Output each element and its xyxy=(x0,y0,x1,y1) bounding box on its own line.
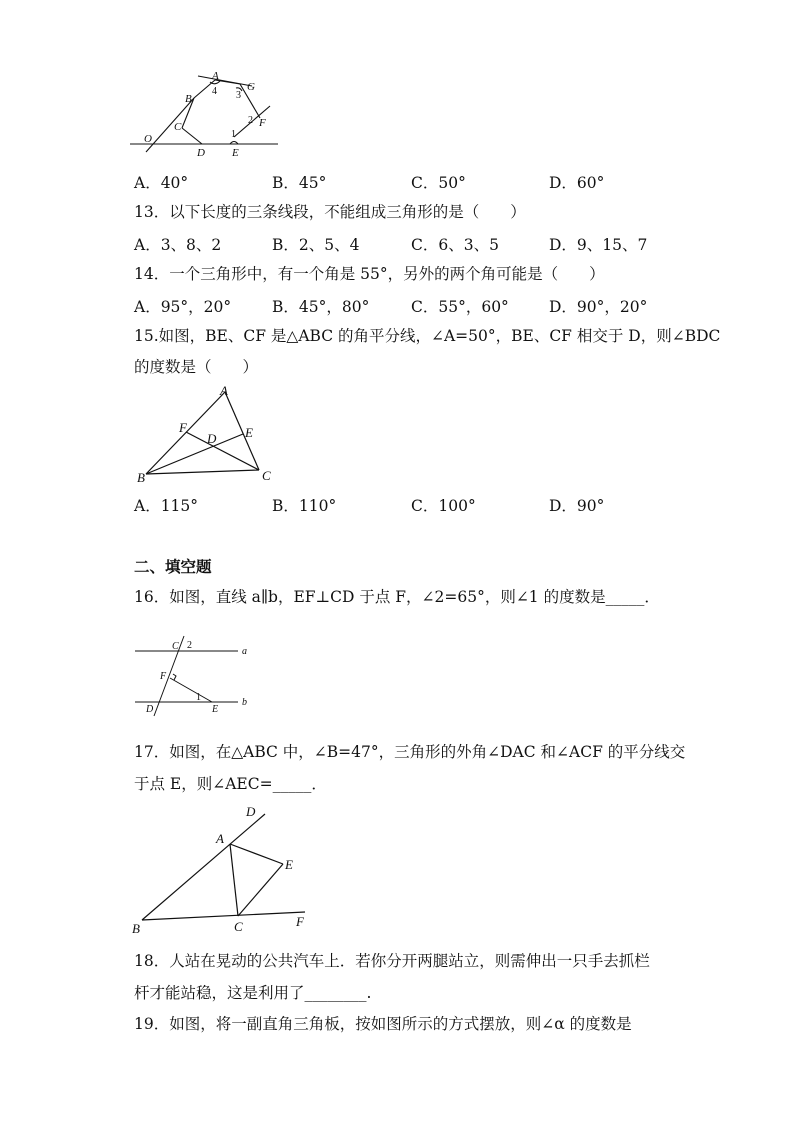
q12-option-b: B．45° xyxy=(272,174,327,192)
q12-label-C: C xyxy=(174,121,182,133)
q18-stem-line1: 18．人站在晃动的公共汽车上．若你分开两腿站立，则需伸出一只手去抓栏 xyxy=(134,952,650,970)
q15-stem-line2: 的度数是（ ） xyxy=(134,358,259,376)
q12-label-F: F xyxy=(259,117,266,129)
q13-option-a: A．3、8、2 xyxy=(134,236,222,254)
q15-option-d: D．90° xyxy=(549,497,605,515)
q15-label-C: C xyxy=(262,468,271,483)
q12-label-4: 4 xyxy=(212,86,217,97)
q15-label-E: E xyxy=(245,425,253,440)
q17-label-E: E xyxy=(285,857,293,872)
q12-option-c: C．50° xyxy=(411,174,466,192)
q13-option-b: B．2、5、4 xyxy=(272,236,360,254)
q17-stem-line1: 17．如图，在△ABC 中，∠B=47°，三角形的外角∠DAC 和∠ACF 的平分线交 xyxy=(134,743,686,761)
q16-stem: 16．如图，直线 a∥b，EF⊥CD 于点 F，∠2=65°，则∠1 的度数是_____． xyxy=(134,588,660,606)
q12-label-D: D xyxy=(197,147,205,159)
q14-option-a: A．95°，20° xyxy=(134,298,232,316)
q12-label-A: A xyxy=(212,70,219,82)
q17-label-C: C xyxy=(234,919,243,934)
q16-label-a: a xyxy=(242,646,247,657)
q15-option-a: A．115° xyxy=(134,497,199,515)
q16-label-b: b xyxy=(242,697,247,708)
q14-option-b: B．45°，80° xyxy=(272,298,370,316)
q17-figure xyxy=(130,800,315,935)
q12-figure xyxy=(130,70,290,160)
q15-label-D: D xyxy=(207,431,217,446)
q14-option-c: C．55°，60° xyxy=(411,298,509,316)
q14-stem: 14．一个三角形中，有一个角是 55°，另外的两个角可能是（ ） xyxy=(134,265,605,283)
q13-option-d: D．9、15、7 xyxy=(549,236,648,254)
q16-label-D: D xyxy=(146,704,154,715)
q16-figure xyxy=(130,632,255,717)
q17-label-F: F xyxy=(296,914,304,929)
q13-option-c: C．6、3、5 xyxy=(411,236,499,254)
q15-option-b: B．110° xyxy=(272,497,337,515)
q16-label-E: E xyxy=(212,704,219,715)
q12-option-d: D．60° xyxy=(549,174,605,192)
q16-label-C: C xyxy=(172,641,179,652)
q16-label-2: 2 xyxy=(187,640,192,651)
q12-label-G: G xyxy=(247,81,255,93)
q13-stem: 13．以下长度的三条线段，不能组成三角形的是（ ） xyxy=(134,203,526,221)
q19-stem: 19．如图，将一副直角三角板，按如图所示的方式摆放，则∠α 的度数是 xyxy=(134,1015,632,1033)
q15-label-B: B xyxy=(137,470,145,485)
q15-label-F: F xyxy=(179,420,187,435)
q17-label-D: D xyxy=(246,804,256,819)
q12-label-2: 2 xyxy=(248,115,253,126)
q12-option-a: A．40° xyxy=(134,174,189,192)
q12-label-B: B xyxy=(185,93,192,105)
q16-label-1: 1 xyxy=(196,692,201,703)
q12-label-3: 3 xyxy=(236,90,241,101)
q15-option-c: C．100° xyxy=(411,497,476,515)
q17-label-B: B xyxy=(132,921,140,935)
q15-stem-line1: 15.如图，BE、CF 是△ABC 的角平分线，∠A=50°，BE、CF 相交于 D，则∠BDC xyxy=(134,327,721,345)
section-title: 二、填空题 xyxy=(134,558,212,576)
q17-stem-line2: 于点 E，则∠AEC=_____． xyxy=(134,775,327,793)
q12-label-1: 1 xyxy=(231,129,236,140)
q12-label-O: O xyxy=(144,133,152,145)
q17-label-A: A xyxy=(216,831,224,846)
q18-stem-line2: 杆才能站稳，这是利用了________. xyxy=(134,984,372,1002)
q14-option-d: D．90°，20° xyxy=(549,298,648,316)
q16-label-F: F xyxy=(160,671,167,682)
q15-label-A: A xyxy=(220,383,228,398)
q12-label-E: E xyxy=(232,147,239,159)
q15-figure xyxy=(134,382,274,486)
